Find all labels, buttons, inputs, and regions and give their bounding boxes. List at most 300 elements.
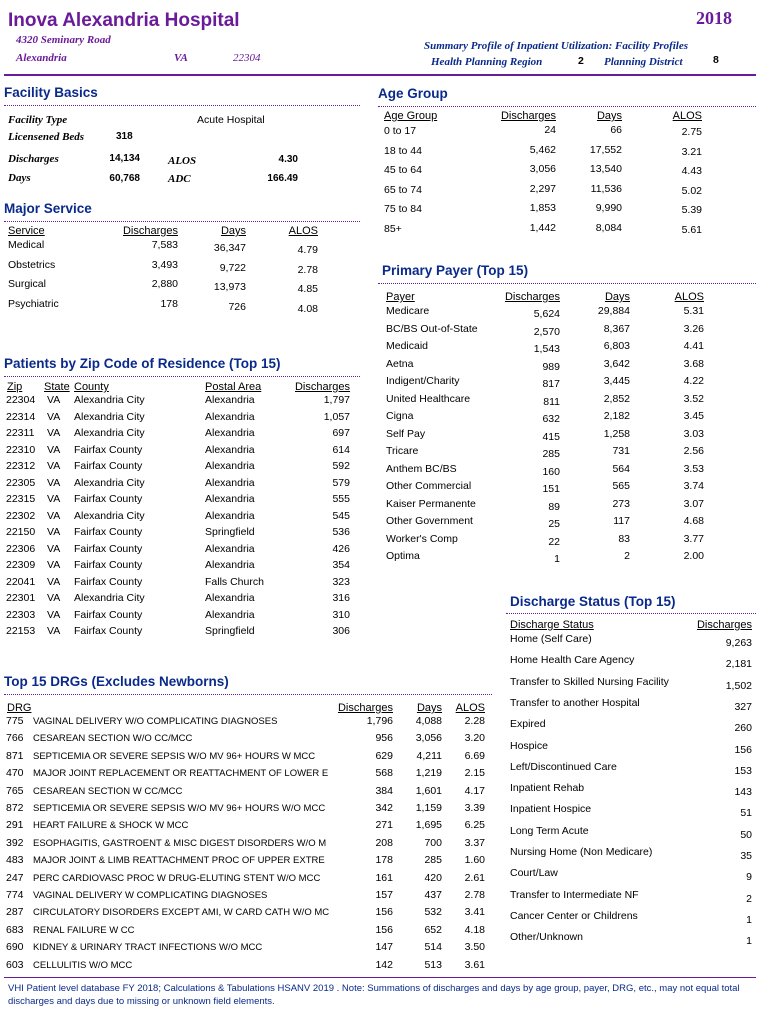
days-label: Days <box>8 172 31 184</box>
py-days: 273 <box>612 497 630 510</box>
ag-discharges: 2,297 <box>529 182 556 195</box>
drg-code: 483 <box>6 854 24 867</box>
drg-discharges: 271 <box>375 819 393 832</box>
ms-service: Obstetrics <box>8 258 56 271</box>
zp-county: Fairfax County <box>74 575 143 588</box>
zp-zip: 22314 <box>6 410 36 423</box>
ag-discharges: 24 <box>544 124 556 136</box>
py-discharges: 632 <box>542 413 560 425</box>
region-value: 2 <box>578 55 584 67</box>
drg-discharges: 156 <box>375 923 393 936</box>
drg-code: 392 <box>6 836 24 849</box>
drg-alos: 3.50 <box>464 941 485 954</box>
zp-county: Fairfax County <box>74 443 143 456</box>
zip-code: 22304 <box>233 52 261 64</box>
footer-note: VHI Patient level database FY 2018; Calculations & Tabulations HSANV 2019 . Note: Summations of discharges and days by age group, payer, DRG, etc., may not equal total discharges and days due to missing or unknown field elements. <box>8 983 740 1007</box>
py-days: 2,852 <box>603 392 630 405</box>
age-group-divider <box>378 106 756 107</box>
ag-header-days: Days <box>596 110 622 122</box>
py-alos: 3.53 <box>683 462 704 475</box>
ag-age: 0 to 17 <box>384 125 417 137</box>
py-days: 29,884 <box>597 305 630 317</box>
zp-discharges: 592 <box>332 460 350 472</box>
zp-header-zip: Zip <box>7 381 23 393</box>
drg-description: CIRCULATORY DISORDERS EXCEPT AMI, W CARD CATH W/O MC <box>33 907 330 919</box>
ms-header-alos: ALOS <box>288 225 318 237</box>
facility-type-label: Facility Type <box>8 114 68 126</box>
py-alos: 3.74 <box>683 480 704 492</box>
drg-days: 532 <box>424 906 442 919</box>
py-alos: 3.07 <box>683 497 704 510</box>
ds-status: Home Health Care Agency <box>510 654 635 667</box>
zp-postal: Alexandria <box>205 443 255 456</box>
ag-days: 9,990 <box>595 202 622 214</box>
ms-alos: 4.79 <box>297 244 318 256</box>
zp-discharges: 1,057 <box>323 410 350 423</box>
adc-value: 166.49 <box>267 173 298 184</box>
header-divider <box>4 74 756 76</box>
drg-description: MAJOR JOINT REPLACEMENT OR REATTACHMENT OF LOWER E <box>33 768 329 780</box>
ds-discharges: 1 <box>746 913 752 926</box>
drg-alos: 3.20 <box>464 732 485 745</box>
zp-zip: 22312 <box>6 460 36 472</box>
zp-state: VA <box>47 476 61 489</box>
py-alos: 3.03 <box>683 427 704 440</box>
py-payer: Anthem BC/BS <box>386 462 457 475</box>
drg-description: SEPTICEMIA OR SEVERE SEPSIS W/O MV 96+ HOURS W/O MCC <box>33 803 326 814</box>
zp-state: VA <box>47 410 61 423</box>
ag-days: 17,552 <box>589 143 622 156</box>
ag-age: 85+ <box>384 222 402 235</box>
zp-header-county: County <box>74 381 109 393</box>
drg-days: 1,695 <box>415 819 442 832</box>
ag-discharges: 1,853 <box>529 202 556 214</box>
py-days: 3,642 <box>603 357 630 370</box>
ms-discharges: 3,493 <box>151 258 178 271</box>
drg-code: 690 <box>6 941 24 954</box>
drg-header-alos: ALOS <box>455 702 485 714</box>
zp-discharges: 306 <box>332 625 350 637</box>
zp-state: VA <box>47 542 61 555</box>
facility-basics-title: Facility Basics <box>4 85 98 100</box>
discharges-label: Discharges <box>8 153 59 165</box>
drg-code: 287 <box>6 906 24 919</box>
zp-state: VA <box>47 559 61 571</box>
drg-description: CELLULITIS W/O MCC <box>33 959 133 971</box>
py-discharges: 22 <box>548 535 560 548</box>
py-alos: 2.56 <box>683 445 704 457</box>
zp-discharges: 354 <box>332 559 350 571</box>
ds-status: Expired <box>510 718 546 731</box>
zp-zip: 22301 <box>6 592 36 604</box>
ds-discharges: 50 <box>740 828 752 841</box>
py-discharges: 2,570 <box>533 325 560 338</box>
zp-zip: 22041 <box>6 575 36 588</box>
py-days: 117 <box>613 515 630 527</box>
drg-code: 774 <box>6 889 24 901</box>
py-days: 2,182 <box>603 410 630 422</box>
zp-county: Fairfax County <box>74 608 143 621</box>
ds-status: Nursing Home (Non Medicare) <box>510 846 653 858</box>
py-payer: BC/BS Out-of-State <box>386 322 478 335</box>
py-days: 8,367 <box>603 322 630 335</box>
drg-discharges: 384 <box>375 784 393 797</box>
ds-status: Transfer to Skilled Nursing Facility <box>510 675 669 688</box>
drg-title: Top 15 DRGs (Excludes Newborns) <box>4 674 229 689</box>
payer-title: Primary Payer (Top 15) <box>382 263 529 278</box>
ms-header-days: Days <box>220 225 246 237</box>
major-service-divider <box>4 221 360 222</box>
drg-code: 872 <box>6 802 24 814</box>
ms-alos: 2.78 <box>297 263 318 276</box>
ds-discharges: 260 <box>734 722 752 735</box>
py-discharges: 151 <box>542 483 560 495</box>
zp-zip: 22310 <box>6 443 36 456</box>
zp-county: Fairfax County <box>74 542 143 555</box>
drg-code: 775 <box>6 715 24 727</box>
beds-value: 318 <box>116 131 133 142</box>
zp-county: Alexandria City <box>74 394 145 406</box>
zp-state: VA <box>47 625 61 637</box>
alos-label: ALOS <box>168 155 197 167</box>
drg-days: 420 <box>424 871 442 884</box>
py-discharges: 89 <box>548 500 560 513</box>
zp-state: VA <box>47 509 61 522</box>
ag-alos: 5.02 <box>681 184 702 197</box>
py-alos: 3.68 <box>683 357 704 370</box>
drg-divider <box>4 694 492 695</box>
zp-discharges: 310 <box>332 608 350 621</box>
ds-status: Inpatient Hospice <box>510 803 592 816</box>
summary-title: Summary Profile of Inpatient Utilization: Facility Profiles <box>424 40 689 52</box>
py-payer: Self Pay <box>386 427 426 440</box>
ms-service: Psychiatric <box>8 297 59 310</box>
drg-alos: 2.28 <box>464 715 485 727</box>
zp-header-postal: Postal Area <box>205 381 262 393</box>
ds-discharges: 143 <box>734 786 752 799</box>
drg-code: 247 <box>6 871 24 884</box>
zp-postal: Alexandria <box>205 427 255 439</box>
py-payer: Medicare <box>386 305 430 317</box>
zp-postal: Alexandria <box>205 608 255 621</box>
zp-state: VA <box>47 493 61 505</box>
ds-status: Long Term Acute <box>510 824 589 837</box>
days-value: 60,768 <box>109 173 140 184</box>
drg-code: 603 <box>6 958 24 971</box>
py-payer: Indigent/Charity <box>386 375 460 387</box>
facility-type-value: Acute Hospital <box>197 114 265 126</box>
ds-status: Court/Law <box>510 867 558 880</box>
py-alos: 4.68 <box>683 515 704 527</box>
py-alos: 3.26 <box>683 322 704 335</box>
py-payer: Aetna <box>386 357 414 370</box>
ds-discharges: 2 <box>746 892 752 905</box>
ag-days: 13,540 <box>589 163 622 175</box>
ms-discharges: 178 <box>160 297 178 310</box>
drg-days: 285 <box>424 854 442 867</box>
py-alos: 3.77 <box>683 532 704 545</box>
drg-description: VAGINAL DELIVERY W COMPLICATING DIAGNOSES <box>33 890 268 901</box>
drg-discharges: 629 <box>375 749 393 762</box>
ms-days: 9,722 <box>219 261 246 274</box>
py-alos: 3.45 <box>683 410 704 422</box>
py-discharges: 1,543 <box>533 343 560 355</box>
zp-header-discharges: Discharges <box>294 381 350 393</box>
py-days: 3,445 <box>603 375 630 387</box>
zp-state: VA <box>47 460 61 472</box>
zp-discharges: 579 <box>332 476 350 489</box>
ag-alos: 2.75 <box>681 126 702 138</box>
py-payer: Worker's Comp <box>386 532 458 545</box>
drg-alos: 3.37 <box>464 836 485 849</box>
zp-postal: Alexandria <box>205 559 255 571</box>
ds-status: Cancer Center or Childrens <box>510 909 638 922</box>
drg-discharges: 568 <box>375 767 393 780</box>
drg-discharges: 342 <box>375 802 393 814</box>
state: VA <box>174 52 188 64</box>
footer-divider <box>4 977 756 978</box>
zp-state: VA <box>47 443 61 456</box>
drg-alos: 3.39 <box>464 802 485 814</box>
zp-discharges: 614 <box>332 443 350 456</box>
drg-description: SEPTICEMIA OR SEVERE SEPSIS W/O MV 96+ HOURS W MCC <box>33 750 316 762</box>
hospital-name: Inova Alexandria Hospital <box>8 10 240 31</box>
py-alos: 4.41 <box>683 340 704 352</box>
py-header-payer: Payer <box>386 291 415 303</box>
drg-discharges: 142 <box>375 958 393 971</box>
drg-days: 652 <box>424 923 442 936</box>
ms-alos: 4.85 <box>297 283 318 295</box>
ms-days: 13,973 <box>213 281 246 293</box>
zp-zip: 22303 <box>6 608 36 621</box>
district-label: Planning District <box>604 56 683 68</box>
py-alos: 5.31 <box>683 305 704 317</box>
zp-header-state: State <box>44 381 70 393</box>
ds-status: Left/Discontinued Care <box>510 760 617 773</box>
zp-postal: Alexandria <box>205 493 255 505</box>
beds-label: Licensened Beds <box>8 131 85 143</box>
ds-discharges: 156 <box>734 743 752 756</box>
zp-county: Fairfax County <box>74 559 143 571</box>
discharges-value: 14,134 <box>109 153 140 164</box>
city: Alexandria <box>16 52 67 64</box>
zp-zip: 22315 <box>6 493 36 505</box>
drg-header-days: Days <box>416 702 442 714</box>
drg-code: 766 <box>6 732 24 745</box>
py-payer: Kaiser Permanente <box>386 497 476 510</box>
ag-discharges: 5,462 <box>529 143 556 156</box>
discharge-status-divider <box>506 613 756 614</box>
zp-zip: 22311 <box>6 427 35 439</box>
ds-discharges: 327 <box>734 700 752 713</box>
zp-postal: Springfield <box>205 625 255 637</box>
py-payer: Tricare <box>386 445 419 457</box>
zp-state: VA <box>47 427 61 439</box>
py-header-days: Days <box>604 291 630 303</box>
ag-days: 8,084 <box>595 221 622 234</box>
drg-days: 437 <box>424 889 442 901</box>
ms-discharges: 2,880 <box>151 278 178 290</box>
py-days: 6,803 <box>603 340 630 352</box>
drg-days: 513 <box>424 958 442 971</box>
drg-alos: 3.61 <box>464 958 485 971</box>
ds-status: Home (Self Care) <box>510 633 592 645</box>
py-payer: Cigna <box>386 410 414 422</box>
py-discharges: 285 <box>542 448 560 460</box>
ag-discharges: 3,056 <box>529 163 556 175</box>
drg-days: 514 <box>424 941 442 954</box>
zp-zip: 22150 <box>6 526 36 538</box>
py-discharges: 5,624 <box>533 308 560 320</box>
drg-alos: 4.18 <box>464 923 485 936</box>
ds-discharges: 2,181 <box>725 658 752 671</box>
zp-county: Alexandria City <box>74 592 145 604</box>
py-alos: 2.00 <box>683 550 704 562</box>
py-alos: 4.22 <box>683 375 704 387</box>
zp-discharges: 697 <box>332 427 350 439</box>
py-discharges: 415 <box>542 430 560 443</box>
zp-county: Fairfax County <box>74 526 143 538</box>
ag-alos: 3.21 <box>681 145 702 158</box>
drg-discharges: 161 <box>375 871 393 884</box>
ms-days: 726 <box>228 300 246 313</box>
zip-divider <box>4 376 360 377</box>
drg-days: 3,056 <box>415 732 442 745</box>
py-payer: Other Government <box>386 515 473 527</box>
drg-code: 871 <box>6 749 24 762</box>
py-days: 565 <box>612 480 630 492</box>
py-days: 731 <box>612 445 630 457</box>
drg-alos: 3.41 <box>464 906 485 919</box>
drg-alos: 4.17 <box>464 784 485 797</box>
py-discharges: 817 <box>542 378 560 390</box>
py-discharges: 1 <box>554 553 560 565</box>
py-header-discharges: Discharges <box>504 291 560 303</box>
ds-header-discharges: Discharges <box>696 619 752 631</box>
zp-postal: Alexandria <box>205 542 255 555</box>
py-days: 83 <box>618 532 630 545</box>
py-payer: United Healthcare <box>386 392 471 405</box>
drg-days: 4,088 <box>415 715 442 727</box>
ds-discharges: 9,263 <box>725 637 752 649</box>
ds-header-status: Discharge Status <box>510 619 594 631</box>
zp-postal: Alexandria <box>205 592 255 604</box>
py-days: 564 <box>612 462 630 475</box>
zp-state: VA <box>47 608 61 621</box>
drg-code: 291 <box>6 819 24 832</box>
zp-county: Fairfax County <box>74 460 143 472</box>
zp-zip: 22302 <box>6 509 36 522</box>
zp-state: VA <box>47 526 61 538</box>
py-alos: 3.52 <box>683 392 704 405</box>
py-discharges: 25 <box>548 518 560 530</box>
drg-description: VAGINAL DELIVERY W/O COMPLICATING DIAGNOSES <box>33 716 278 727</box>
drg-description: ESOPHAGITIS, GASTROENT & MISC DIGEST DISORDERS W/O M <box>33 837 327 849</box>
ag-days: 11,536 <box>590 182 622 195</box>
ds-status: Transfer to another Hospital <box>510 696 640 709</box>
ag-age: 75 to 84 <box>384 203 422 215</box>
ag-discharges: 1,442 <box>529 221 556 234</box>
py-header-alos: ALOS <box>674 291 704 303</box>
ms-service: Surgical <box>8 278 46 290</box>
drg-days: 1,601 <box>415 784 442 797</box>
ag-age: 18 to 44 <box>384 144 422 157</box>
drg-alos: 6.69 <box>464 749 485 762</box>
drg-description: MAJOR JOINT & LIMB REATTACHMENT PROC OF UPPER EXTRE <box>33 855 325 867</box>
drg-days: 1,219 <box>415 767 442 780</box>
drg-discharges: 956 <box>375 732 393 745</box>
py-days: 1,258 <box>603 427 630 440</box>
zp-postal: Springfield <box>205 526 255 538</box>
zp-county: Alexandria City <box>74 410 145 423</box>
age-group-title: Age Group <box>378 86 448 101</box>
py-payer: Other Commercial <box>386 480 472 492</box>
ag-age: 45 to 64 <box>384 164 422 176</box>
drg-header-drg: DRG <box>7 702 32 714</box>
zp-county: Alexandria City <box>74 476 145 489</box>
drg-description: KIDNEY & URINARY TRACT INFECTIONS W/O MCC <box>33 942 263 954</box>
district-value: 8 <box>713 54 719 66</box>
ds-discharges: 35 <box>740 850 752 862</box>
zp-county: Alexandria City <box>74 427 145 439</box>
drg-discharges: 157 <box>375 889 393 901</box>
zp-postal: Alexandria <box>205 460 255 472</box>
py-payer: Optima <box>386 550 420 562</box>
drg-discharges: 147 <box>375 941 393 954</box>
ms-service: Medical <box>8 239 45 251</box>
ds-discharges: 9 <box>746 871 752 884</box>
zip-title: Patients by Zip Code of Residence (Top 15) <box>4 356 281 371</box>
zp-discharges: 536 <box>332 526 350 538</box>
drg-description: HEART FAILURE & SHOCK W MCC <box>33 820 189 832</box>
drg-description: PERC CARDIOVASC PROC W DRUG-ELUTING STENT W/O MCC <box>33 872 321 884</box>
ag-alos: 5.61 <box>681 223 702 236</box>
ag-header-discharges: Discharges <box>500 110 556 122</box>
py-discharges: 989 <box>542 360 560 373</box>
ms-header-discharges: Discharges <box>122 225 178 237</box>
drg-code: 470 <box>6 767 24 780</box>
drg-discharges: 156 <box>375 906 393 919</box>
zp-zip: 22306 <box>6 542 36 555</box>
drg-alos: 2.61 <box>464 871 485 884</box>
zp-postal: Falls Church <box>205 575 264 588</box>
region-label: Health Planning Region <box>431 56 543 68</box>
drg-days: 1,159 <box>415 802 442 814</box>
zp-discharges: 555 <box>332 493 350 505</box>
ms-days: 36,347 <box>213 242 246 254</box>
facility-divider <box>4 105 360 106</box>
drg-description: CESAREAN SECTION W CC/MCC <box>33 785 183 797</box>
report-year: 2018 <box>696 8 732 28</box>
alos-value: 4.30 <box>278 154 298 165</box>
ms-alos: 4.08 <box>297 302 318 315</box>
drg-discharges: 1,796 <box>366 715 393 727</box>
ag-header-alos: ALOS <box>672 110 702 122</box>
drg-header-discharges: Discharges <box>337 702 393 714</box>
ds-status: Other/Unknown <box>510 931 583 944</box>
drg-days: 700 <box>424 836 442 849</box>
ds-status: Transfer to Intermediate NF <box>510 888 639 901</box>
drg-discharges: 208 <box>375 836 393 849</box>
zp-postal: Alexandria <box>205 509 255 522</box>
py-discharges: 160 <box>542 465 560 478</box>
zp-discharges: 316 <box>332 592 350 604</box>
zp-zip: 22305 <box>6 476 36 489</box>
zp-state: VA <box>47 592 61 604</box>
ds-status: Hospice <box>510 739 548 752</box>
drg-description: CESAREAN SECTION W/O CC/MCC <box>33 733 193 745</box>
py-discharges: 811 <box>543 395 560 408</box>
